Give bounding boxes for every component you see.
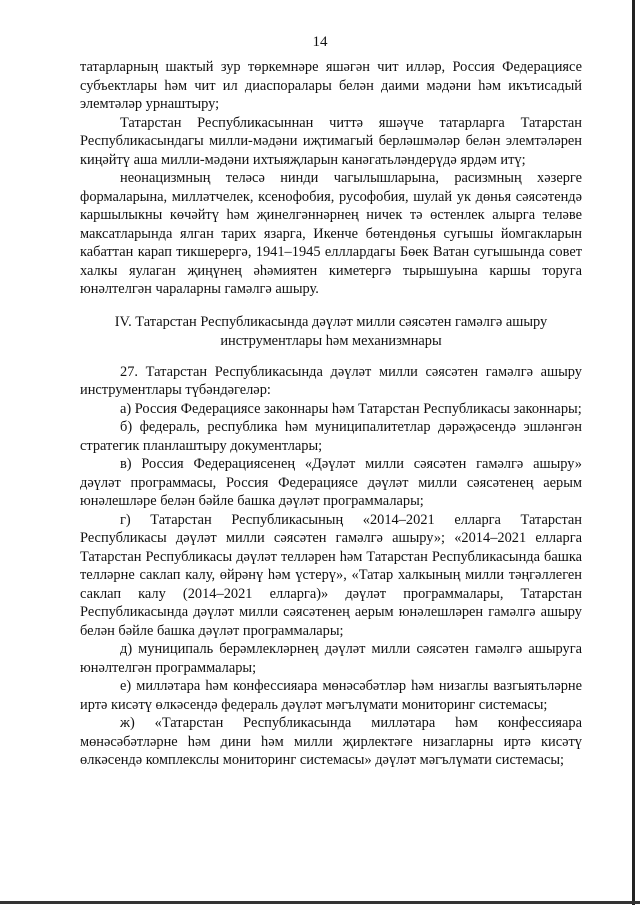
paragraph: Татарстан Республикасыннан читтә яшәүче татарларга Татарстан Республикасындагы милли-мәдәни иҗтимагый берләшмәләр белән элемтәләрен киңәйтү аша милли-мәдәни ихтыяҗларын канәгатьләндерүдә ярдәм итү; <box>80 114 582 168</box>
paragraph: 27. Татарстан Республикасында дәүләт милли сәясәтен гамәлгә ашыру инструментлары түбәндәгеләр: <box>80 363 582 398</box>
paragraph: неонацизмның теләсә нинди чагылышларына, расизмның хәзерге формаларына, милләтчелек, ксенофобия, русофобия, шулай ук дөнья сәясәтендә каршылыкны көчәйтү һәм җинелгәннәрнең ничек тә өстенлек алырга теләве максатларында ялган тарих язарга, Икенче бөтендөнья сугышы йомгакларын кабаттан карап тикшерергә, 1941–1945 елллардагы Бөек Ватан сугышында совет халкы яулаган җиңүнең әһәмиятен киметергә тырышуына каршы торуга юнәлтелгән чараларны гамәлгә ашыру. <box>80 170 582 297</box>
list-item: е) милләтара һәм конфессияара мөнәсәбәтләр һәм низаглы вазгыятьләрне иртә кисәтү өлкәсендә федераль дәүләт мәгълүмати мониторинг системасы; <box>80 678 582 713</box>
list-item: б) федераль, республика һәм муниципалитетлар дәрәҗәсендә эшләнгән стратегик планлаштыру документлары; <box>80 419 582 454</box>
list-item: ж) «Татарстан Республикасында милләтара һәм конфессияара мөнәсәбәтләрне һәм дини һәм милли җирлектәге низагларны иртә кисәтү өлкәсендә комплекслы мониторинг системасы» дәүләт мәгълүмати системасы; <box>80 715 582 768</box>
list-item: г) Татарстан Республикасының «2014–2021 елларга Татарстан Республикасы дәүләт милли сәясәтен гамәлгә ашыру»; «2014–2021 елларга Татарстан Республикасы дәүләт телләрен һәм Татарстан Республикасында башка телләрне саклап калу, өйрәнү һәм үстерү», «Татар халкының милли тәңгәллеген саклап калу (2014–2021 елларга)» дәүләт программалары, Татарстан Республикасында дәүләт милли сәясәтенең аерым юнәлешләрен гамәлгә ашыру белән бәйле башка дәүләт программалары; <box>80 511 582 639</box>
section-heading-line: IV. Татарстан Республикасында дәүләт милли сәясәтен гамәлгә ашыру <box>114 313 548 330</box>
section-heading <box>80 313 582 351</box>
page-bottom-edge <box>0 901 640 904</box>
paragraph: татарларның шактый зур төркемнәре яшәгән чит илләр, Россия Федерациясе субъектлары һәм чит ил диаспоралары белән даими мәдәни һәм икътисадый элемтәләр урнаштыру; <box>80 59 582 112</box>
list-item: а) Россия Федерациясе законнары һәм Татарстан Республикасы законнары; <box>120 400 582 417</box>
page-number: 14 <box>312 34 328 50</box>
list-item: д) муниципаль берәмлекләрнең дәүләт милли сәясәтен гамәлгә ашыруга юнәлтелгән программалары; <box>80 641 582 676</box>
section-heading-line: инструментлары һәм механизмнары <box>220 332 442 349</box>
document-body <box>80 58 582 770</box>
list-item: в) Россия Федерациясенең «Дәүләт милли сәясәтен гамәлгә ашыру» дәүләт программасы, Россия Федерациясе дәүләт милли сәясәтенең аерым юнәлешләре белән бәйле башка дәүләт программалары; <box>80 456 582 509</box>
page-right-edge <box>632 0 635 905</box>
